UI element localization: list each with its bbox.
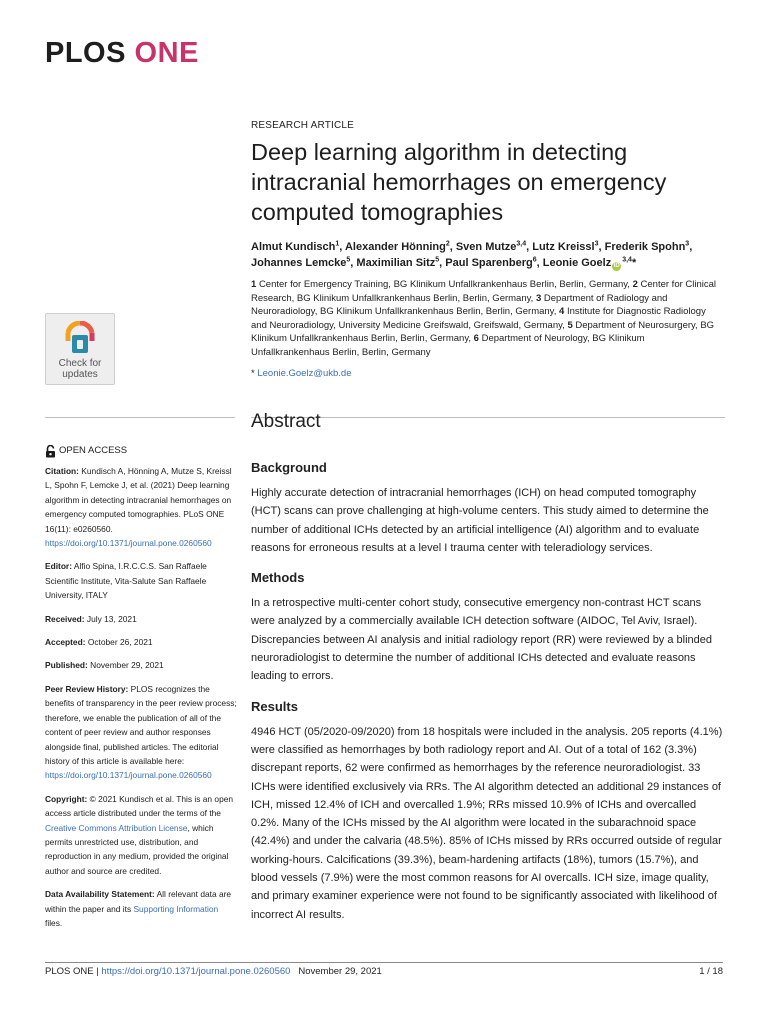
data-availability-text: All relevant data are within the paper and its [45,889,232,914]
author-list: Almut Kundisch$^1$, Alexander Hönning$^2$, Sven Mutze$^{3,4}$, Lutz Kreissl$^3$, Frederik Spohn$^3$, Johannes Lemcke$^5$, Maximilian Sitz$^5$, Paul Sparenberg$^6$, Leonie Goelz iD$^{3,4}$* [251,240,693,269]
published-block [45,658,237,672]
corresponding-star: * [251,368,255,379]
article-info-sidebar [45,444,237,939]
peer-review-label: Peer Review History: [45,683,129,694]
author-affiliation-sup: 1 [335,240,340,248]
editor-text: Alfio Spina, I.R.C.C.S. San Raffaele Scientific Institute, Vita-Salute San Raffaele University, ITALY [45,561,207,601]
check-for-updates-label: updates [62,369,98,380]
affiliation-text: Department of Neurology, BG Klinikum Unfallkrankenhaus Berlin, Berlin, Germany [251,333,645,358]
peer-review-block [45,682,237,783]
citation-text: Kundisch A, Hönning A, Mutze S, Kreissl L, Spohn F, Lemcke J, et al. (2021) Deep learning algorithm in detecting intracranial hemorrhages on emergency computed tomographies. PLoS ONE 16(11): e0260560. [45,466,232,534]
author-affiliation-sup: 3,4 [622,256,632,264]
affiliation-number: 5 [567,319,573,331]
copyright-label: Copyright: [45,793,88,804]
section-text-background: Highly accurate detection of intracranial hemorrhages (ICH) on head computed tomography (HCT) scans can prove challenging at high-volume centers. This study aimed to determine the number of additional ICHs detected by an artificial intelligence (AI) algorithm and to evaluate reasons for erroneous results at a level I trauma center with teleradiology services. [251,487,709,554]
author-name: Frederik Spohn [604,241,686,253]
check-for-updates-button[interactable] [45,313,115,385]
footer-separator: | [96,966,99,977]
author-affiliation-sup: 6 [532,256,537,264]
journal-logo [45,38,199,68]
corresponding-author [251,368,352,379]
article-type: RESEARCH ARTICLE [251,120,355,131]
section-text-methods: In a retrospective multi-center cohort study, consecutive emergency non-contrast HCT scans were analyzed by a commercially available ICH detection software (AIDOC, Tel Aviv, Israel). Discrepancies between AI analysis and initial radiology report (RR) were reviewed by a blinded neuroradiologist to determine the number of additional ICHs detected and evaluate reasons leading to errors. [251,597,713,683]
accepted-date: October 26, 2021 [87,637,153,648]
article-title: Deep learning algorithm in detecting intracranial hemorrhages on emergency computed tomographies [251,139,667,225]
check-for-updates-icon [64,321,96,355]
published-date: November 29, 2021 [90,660,164,671]
section-heading-methods: Methods [251,570,305,586]
published-label: Published: [45,660,88,671]
copyright-block [45,792,237,878]
logo-one: ONE [134,37,199,69]
affiliation-text: Institute for Diagnostic Radiology and Neuroradiology, University Medicine Greifswald, Greifswald, Germany, [251,306,706,331]
received-date: July 13, 2021 [86,613,137,624]
peer-review-link[interactable]: https://doi.org/10.1371/journal.pone.0260560 [45,770,212,781]
author-name: Almut Kundisch [251,241,336,253]
orcid-icon[interactable]: iD [613,263,620,269]
affiliation-number: 2 [632,279,638,290]
author-affiliation-sup: 5 [346,256,351,264]
affiliation-number: 3 [535,292,542,304]
citation-doi-link[interactable]: https://doi.org/10.1371/journal.pone.0260560 [45,538,212,549]
editor-label: Editor: [45,561,72,572]
abstract-heading: Abstract [251,411,321,432]
abstract-divider [251,417,725,418]
accepted-label: Accepted: [45,637,86,648]
open-access-badge [45,444,237,458]
open-access-label: OPEN ACCESS [59,445,128,456]
affiliation-text: Department of Radiology and Neuroradiology, BG Klinikum Unfallkrankenhaus Berlin, Berlin, Germany, [251,292,668,318]
author-name: Johannes Lemcke [251,257,347,269]
affiliation-number: 4 [559,306,565,318]
citation-label: Citation: [45,466,79,476]
logo-plos: PLOS [45,37,126,69]
data-availability-text: files. [45,917,63,928]
affiliation-text: Center for Clinical Research, BG Klinikum Unfallkrankenhaus Berlin, Berlin, Germany, [251,279,717,304]
author-name: Sven Mutze [455,241,517,253]
author-affiliation-sup: 3,4 [516,240,527,248]
author-affiliation-sup: 5 [435,256,440,264]
author-name: Lutz Kreissl [532,241,595,253]
affiliation-text: Department of Neurosurgery, BG Klinikum Unfallkrankenhaus Berlin, Berlin, Germany, [251,319,715,345]
sidebar-divider [45,417,235,418]
section-heading-results: Results [251,698,298,714]
copyright-text: © 2021 Kundisch et al. This is an open access article distributed under the terms of the [45,793,234,819]
footer-journal: PLOS ONE [45,966,94,977]
author-name: Paul Sparenberg [445,257,533,269]
data-availability-label: Data Availability Statement: [45,889,155,900]
affiliation-text: Center for Emergency Training, BG Klinikum Unfallkrankenhaus Berlin, Berlin, Germany, [258,279,630,290]
received-block [45,612,237,626]
footer-date: November 29, 2021 [298,966,382,977]
abstract-body [251,458,723,935]
page-number: 1 / 18 [699,966,723,977]
affiliation-number: 1 [251,279,257,290]
author-affiliation-sup: 2 [445,240,450,248]
check-for-updates-label: Check for [58,358,102,369]
open-lock-icon [45,445,56,458]
received-label: Received: [45,613,85,624]
corresponding-star: * [631,257,637,269]
footer-doi-link[interactable]: https://doi.org/10.1371/journal.pone.0260560 [101,966,291,977]
supporting-information-link[interactable]: Supporting Information [133,903,219,914]
corresponding-email-link[interactable]: Leonie.Goelz@ukb.de [257,368,352,379]
page-footer [45,966,723,977]
affiliations [251,278,721,360]
editor-block [45,559,237,602]
section-text-results: 4946 HCT (05/2020-09/2020) from 18 hospitals were included in the analysis. 205 reports (4.1%) were classified as hemorrhages by both radiology report and AI. Out of a total of 162 (3.3%) discrepant reports, 62 were confirmed as hemorrhages by the reference neuroradiologist. 33 ICHs were identified exclusively via RRs. The AI algorithm detected an additional 29 instances of ICH, missed 12.4% of ICH and overcalled 1.9%; RRs missed 10.9% of ICHs and overcalled 0.2%. Many of the ICHs missed by the AI algorithm were located in the subarachnoid space (42.4%) and under the calvaria (48.5%). 85% of ICHs missed by RRs occurred outside of regular working-hours. Calcifications (39.3%), beam-hardening artifacts (18%), tumors (15.7%), and blood vessels (7.9%) were the most common reasons for AI overcalls. ICH size, image quality, and primary examiner experience were not found to be significantly associated with likelihood of incorrect AI results. [251,725,723,921]
data-availability-block [45,887,237,930]
author-affiliation-sup: 3 [685,240,690,248]
section-heading-background: Background [251,460,327,475]
author-name: Maximilian Sitz [356,257,436,269]
license-link[interactable]: Creative Commons Attribution License [45,822,188,833]
peer-review-text: PLOS recognizes the benefits of transparency in the peer review process; therefore, we enable the publication of all of the content of peer review and author responses alongside final, published articles. The editorial history of this article is available here: [45,683,237,766]
author-name: Alexander Hönning [344,241,446,253]
footer-divider [45,962,723,963]
accepted-block [45,635,237,649]
affiliation-number: 6 [473,333,479,345]
copyright-text: , which permits unrestricted use, distribution, and reproduction in any medium, provided the original author and source are credited. [45,822,229,876]
author-affiliation-sup: 3 [594,240,599,248]
citation-block [45,464,237,550]
author-name: Leonie Goelz [542,257,612,269]
